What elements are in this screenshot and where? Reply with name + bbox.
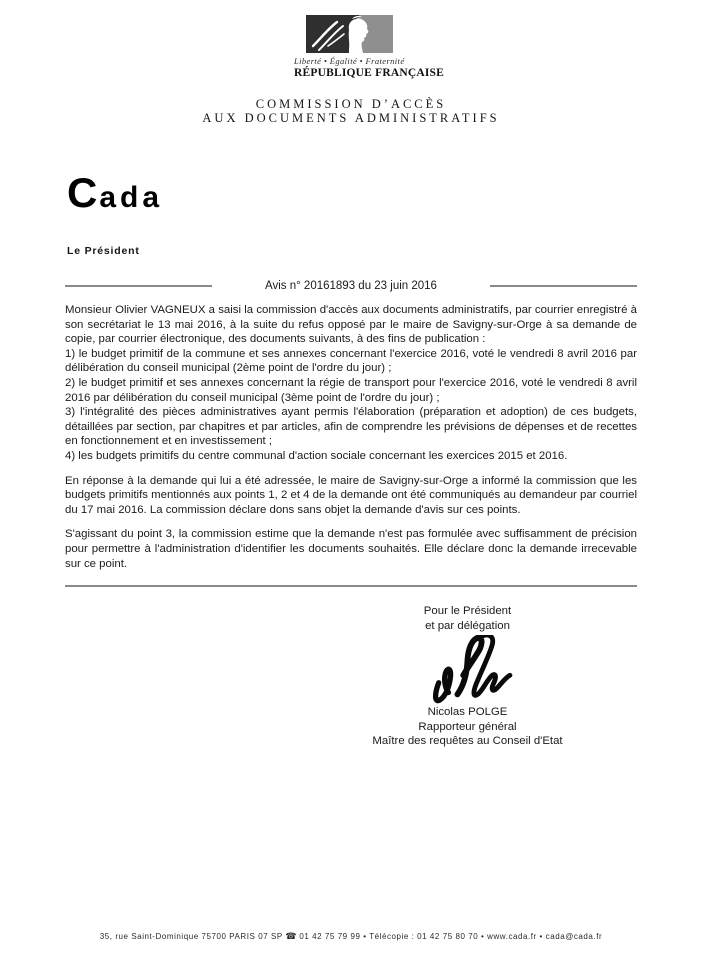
republique-label: RÉPUBLIQUE FRANÇAISE xyxy=(294,67,445,79)
paragraph-response: En réponse à la demande qui lui a été adressée, le maire de Savigny-sur-Orge a informé la commission que les budgets primitifs mentionnés aux points 1, 2 et 4 de la demande ont été communiqués au demandeur par courriel du 17 mai 2016. La commission déclare dons sans objet la demande d'avis sur ces points. xyxy=(65,474,637,516)
signatory-title2: Maître des requêtes au Conseil d'Etat xyxy=(372,735,563,748)
sender-title: Le Président xyxy=(67,245,140,257)
signature-block xyxy=(320,604,615,749)
signature-line2: et par délégation xyxy=(425,619,510,632)
signatory-title1: Rapporteur général xyxy=(418,720,517,733)
list-item-2: 2) le budget primitif et ses annexes concernant la régie de transport pour l'exercice 2016, voté le vendredi 8 avril 2016 par délibération du conseil municipal (3ème point de l'ordre du jour) ; xyxy=(65,376,637,404)
list-item-3: 3) l'intégralité des pièces administratives ayant permis l'élaboration (préparation et adoption) de ces budgets, détaillées par section, par chapitres et par articles, afin de comprendre les prévisions de dépenses et de recettes en fonctionnement et en investissement ; xyxy=(65,406,637,448)
paragraph-intro: Monsieur Olivier VAGNEUX a saisi la commission d'accès aux documents administratifs, par courrier enregistré à son secrétariat le 13 mai 2016, à la suite du refus opposé par le maire de Savigny-sur-Orge à sa demande de copie, par courrier électronique, des documents suivants, à des fins de publication : xyxy=(65,304,637,346)
cada-wordmark xyxy=(67,169,164,216)
commission-line2: AUX DOCUMENTS ADMINISTRATIFS xyxy=(202,110,500,125)
list-item-4: 4) les budgets primitifs du centre communal d'action sociale concernant les exercices 2015 et 2016. xyxy=(65,449,568,462)
footer-address: 35, rue Saint-Dominique 75700 PARIS 07 SP xyxy=(99,932,283,941)
signature-line1: Pour le Président xyxy=(423,605,512,617)
footer-contact-line xyxy=(0,931,702,942)
cada-rest: ada xyxy=(99,181,164,214)
avis-rule-left xyxy=(65,285,212,287)
cada-initial: C xyxy=(67,169,100,216)
footer-contacts: 01 42 75 79 99 • Télécopie : 01 42 75 80 70 • www.cada.fr • cada@cada.fr xyxy=(299,932,603,941)
commission-line1: COMMISSION D’ACCÈS xyxy=(255,97,447,111)
marianne-motto: Liberté • Égalité • Fraternité xyxy=(294,56,405,66)
paragraph-decision: S'agissant du point 3, la commission estime que la demande n'est pas formulée avec suffisamment de précision pour permettre à l'administration d'identifier les documents souhaités. Elle déclare donc la demande irrecevable sur ce point. xyxy=(65,528,637,570)
handwritten-signature-icon xyxy=(422,635,514,705)
list-item-1: 1) le budget primitif de la commune et ses annexes concernant l'exercice 2016, voté le vendredi 8 avril 2016 par délibération du conseil municipal (2ème point de l'ordre du jour) ; xyxy=(65,347,637,375)
republique-francaise-logo xyxy=(294,15,445,79)
signatory-name: Nicolas POLGE xyxy=(427,706,508,719)
separator-rule xyxy=(65,585,637,587)
avis-title: Avis n° 20161893 du 23 juin 2016 xyxy=(265,280,437,292)
avis-title-row xyxy=(65,278,637,294)
body-text xyxy=(65,303,637,571)
commission-heading xyxy=(0,98,702,125)
avis-rule-right xyxy=(490,285,637,287)
marianne-icon xyxy=(306,15,393,53)
phone-icon: ☎ xyxy=(285,931,297,941)
